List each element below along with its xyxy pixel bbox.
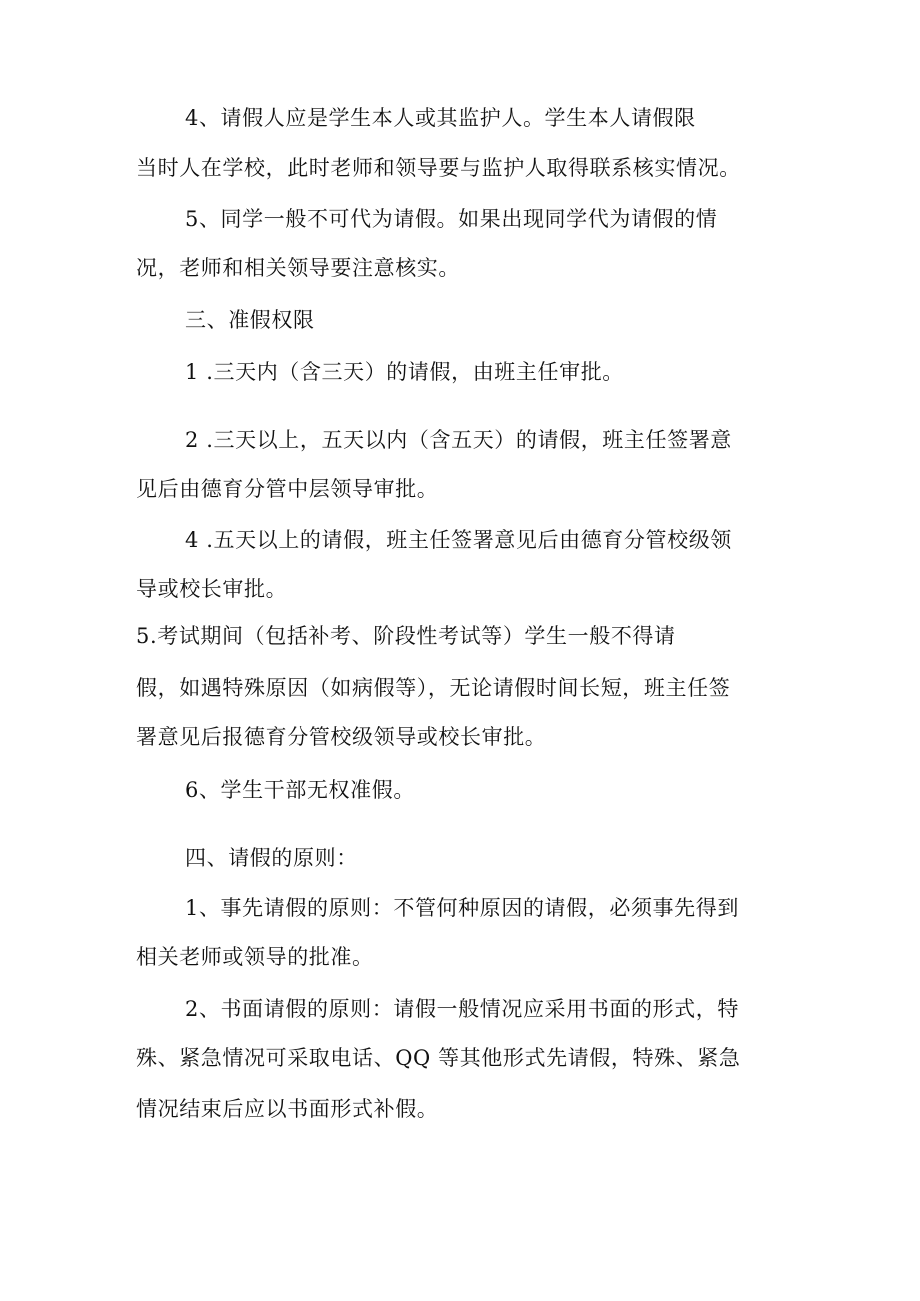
paragraph-line: 署意见后报德育分管校级领导或校长审批。 [136,725,547,749]
paragraph-line: 见后由德育分管中层领导审批。 [136,477,439,501]
paragraph-line: 4 .五天以上的请假，班主任签署意见后由德育分管校级领 [185,528,732,552]
section-heading: 三、准假权限 [185,308,315,332]
paragraph-line: 6、学生干部无权准假。 [185,778,415,802]
paragraph-line: 当时人在学校，此时老师和领导要与监护人取得联系核实情况。 [136,156,741,180]
paragraph-line: 5.考试期间（包括补考、阶段性考试等）学生一般不得请 [136,624,676,648]
paragraph-line: 1 .三天内（含三天）的请假，由班主任审批。 [185,360,624,384]
paragraph-line: 1、事先请假的原则：不管何种原因的请假，必须事先得到 [185,896,739,920]
paragraph-line: 殊、紧急情况可采取电话、QQ 等其他形式先请假，特殊、紧急 [136,1046,741,1070]
paragraph-line: 5、同学一般不可代为请假。如果出现同学代为请假的情 [185,207,718,231]
section-heading: 四、请假的原则： [185,846,358,870]
paragraph-line: 况，老师和相关领导要注意核实。 [136,256,460,280]
paragraph-line: 情况结束后应以书面形式补假。 [136,1097,439,1121]
paragraph-line: 2 .三天以上，五天以内（含五天）的请假，班主任签署意 [185,428,732,452]
paragraph-line: 相关老师或领导的批准。 [136,945,374,969]
paragraph-line: 导或校长审批。 [136,577,288,601]
paragraph-line: 2、书面请假的原则：请假一般情况应采用书面的形式，特 [185,997,739,1021]
paragraph-line: 4、请假人应是学生本人或其监护人。学生本人请假限 [185,106,696,130]
paragraph-line: 假，如遇特殊原因（如病假等），无论请假时间长短，班主任签 [136,676,731,700]
